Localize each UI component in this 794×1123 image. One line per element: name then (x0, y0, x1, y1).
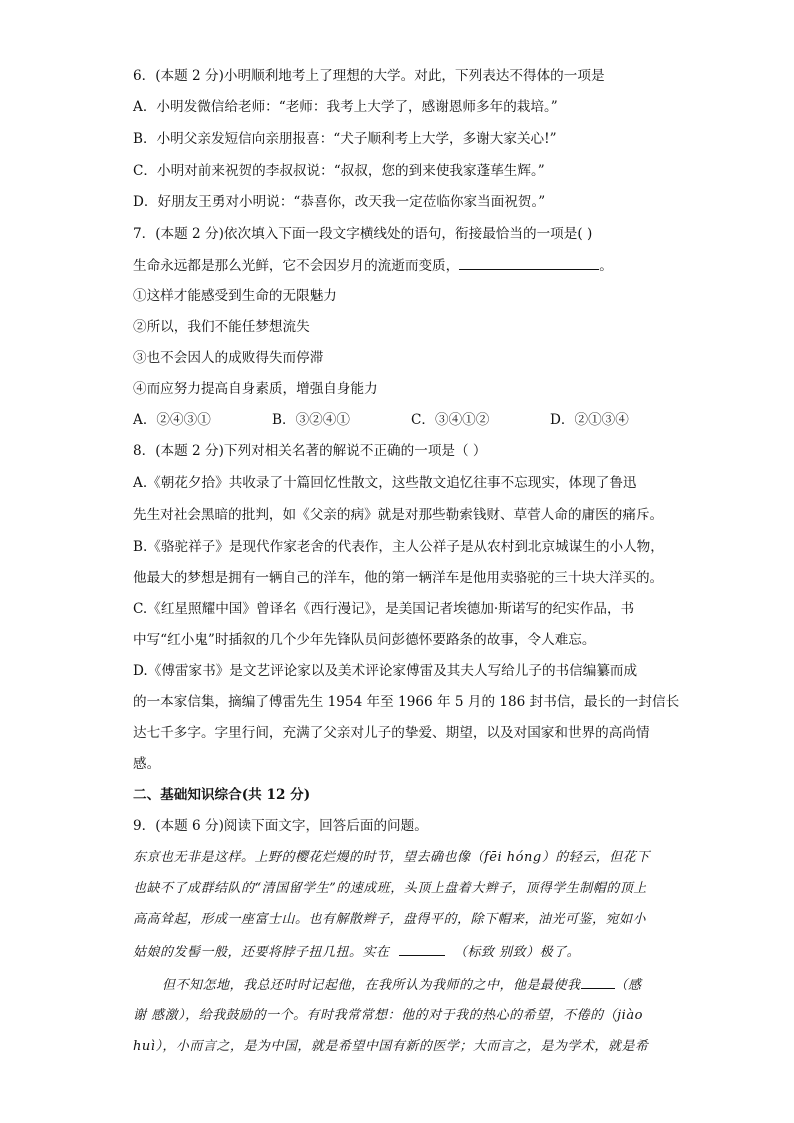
q7-option-a: A．②④③① (133, 412, 211, 428)
q8-option-d-line2: 的一本家信集，摘编了傅雷先生 1954 年至 1966 年 5 月的 186 封书信，最长的一封信长 (133, 694, 680, 710)
q7-option-c: C．③④①② (411, 412, 490, 428)
q9-text-b: （标致 别致）极了。 (454, 945, 581, 960)
q7-stem: 7．(本题 2 分)依次填入下面一段文字横线处的语句，衔接最恰当的一项是( ) (133, 226, 593, 242)
q8-option-a-line1: A.《朝花夕拾》共收录了十篇回忆性散文，这些散文追忆往事不忘现实，体现了鲁迅 (133, 475, 637, 491)
q6-stem: 6．(本题 2 分)小明顺利地考上了理想的大学。对此，下列表达不得体的一项是 (133, 68, 605, 84)
q9-passage2-line2: 谢 感激），给我鼓励的一个。有时我常常想：他的对于我的热心的希望，不倦的（jiào (133, 1008, 643, 1023)
q7-sentence-4: ④而应努力提高自身素质，增强自身能力 (133, 381, 378, 397)
q6-option-a: A．小明发微信给老师：“老师：我考上大学了，感谢恩师多年的栽培。” (133, 99, 558, 115)
q8-option-b-line2: 他最大的梦想是拥有一辆自己的洋车，他的第一辆洋车是他用卖骆驼的三十块大洋买的。 (133, 570, 664, 586)
q8-option-c-line1: C.《红星照耀中国》曾译名《西行漫记》，是美国记者埃德加·斯诺写的纪实作品，书 (133, 601, 635, 617)
q8-option-b-line1: B.《骆驼祥子》是现代作家老舍的代表作，主人公祥子是从农村到北京城谋生的小人物， (133, 539, 664, 555)
q8-option-d-line3: 达七千多字。字里行间，充满了父亲对儿子的挚爱、期望，以及对国家和世界的高尚情 (133, 725, 650, 741)
q9-passage-line4 (133, 941, 580, 963)
q9-passage-line1: 东京也无非是这样。上野的樱花烂熳的时节，望去确也像（fēi hóng）的轻云，但花下 (133, 850, 650, 865)
q8-option-d-line1: D.《傅雷家书》是文艺评论家以及美术评论家傅雷及其夫人写给儿子的书信编纂而成 (133, 663, 638, 679)
q9-stem: 9．(本题 6 分)阅读下面文字，回答后面的问题。 (133, 818, 428, 834)
q7-sentence-1: ①这样才能感受到生命的无限魅力 (133, 288, 337, 304)
q6-option-b: B．小明父亲发短信向亲朋报喜：“犬子顺利考上大学，多谢大家关心!” (133, 131, 557, 147)
q7-text-before: 生命永远都是那么光鲜，它不会因岁月的流逝而变质， (133, 258, 460, 274)
q7-option-b: B．③②④① (272, 412, 350, 428)
q6-option-d: D．好朋友王勇对小明说：“恭喜你，改天我一定莅临你家当面祝贺。” (133, 194, 546, 210)
q7-text-after: 。 (599, 258, 613, 274)
q8-option-d-line4: 感。 (133, 756, 161, 772)
q7-blank[interactable] (459, 255, 599, 270)
q9-blank-2[interactable] (581, 974, 615, 989)
q9-blank-1[interactable] (399, 941, 445, 956)
q8-option-c-line2: 中写“红小鬼”时插叙的几个少年先锋队员问彭德怀要路条的故事，令人难忘。 (133, 632, 596, 648)
q7-text (133, 255, 613, 276)
q9-text-d: （感 (614, 978, 642, 993)
q9-text-c: 但不知怎地，我总还时时记起他，在我所认为我师的之中，他是最使我 (162, 978, 581, 993)
q9-passage2-line1 (162, 974, 642, 996)
q6-option-c: C．小明对前来祝贺的李叔叔说：“叔叔，您的到来使我家蓬荜生辉。” (133, 163, 545, 179)
q8-option-a-line2: 先生对社会黑暗的批判，如《父亲的病》就是对那些勒索钱财、草菅人命的庸医的痛斥。 (133, 507, 664, 523)
q9-text-a: 姑娘的发髻一般，还要将脖子扭几扭。实在 (133, 945, 390, 960)
q7-sentence-3: ③也不会因人的成败得失而停滞 (133, 350, 324, 366)
q7-sentence-2: ②所以，我们不能任梦想流失 (133, 319, 310, 335)
q7-option-d: D．②①③④ (550, 412, 629, 428)
q7-options (133, 410, 629, 430)
q9-passage-line2: 也缺不了成群结队的“清国留学生”的速成班，头顶上盘着大辫子，顶得学生制帽的顶上 (133, 881, 647, 896)
q8-stem: 8．(本题 2 分)下列对相关名著的解说不正确的一项是（ ） (133, 443, 487, 459)
section-heading: 二、基础知识综合(共 12 分) (133, 787, 311, 803)
q9-passage2-line3: huì），小而言之，是为中国，就是希望中国有新的医学；大而言之，是为学术，就是希 (133, 1039, 649, 1054)
q9-passage-line3: 高高耸起，形成一座富士山。也有解散辫子，盘得平的，除下帽来，油光可鉴，宛如小 (133, 912, 647, 927)
